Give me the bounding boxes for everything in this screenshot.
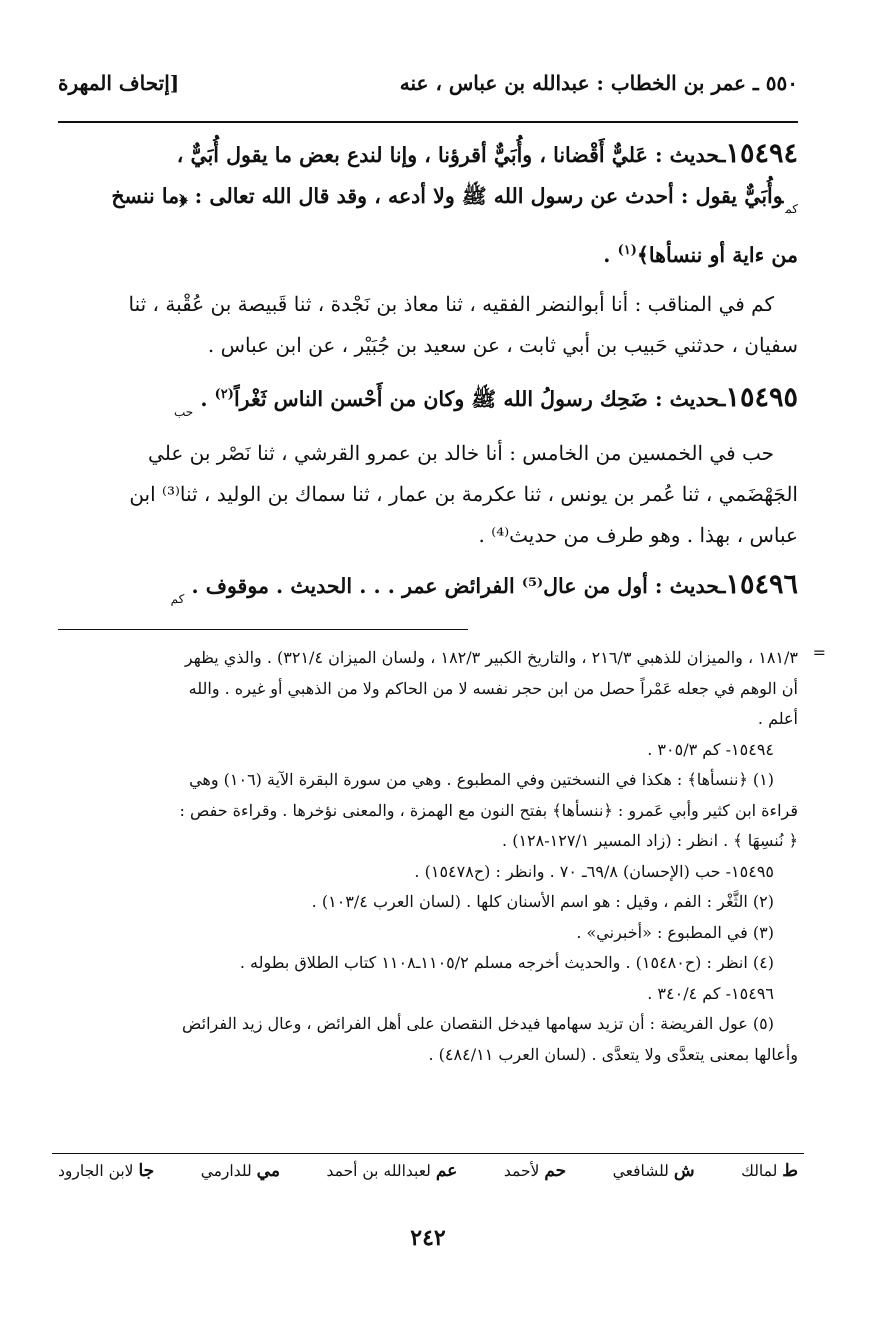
hadith-source: كم في المناقب : أنا أبوالنضر الفقيه ، ثنا معاذ بن نَجْدة ، ثنا قَبيصة بن عُقْبة ، ثنا سفيان ، حدثني حَبيب بن أبي ثابت ، عن سعيد بن جُبَيْر ، عن ابن عباس . xyxy=(128,291,798,357)
footnote-rule xyxy=(58,629,468,630)
source-mark: كم xyxy=(785,202,798,216)
footnote-line: ١٥٤٩٦- كم ٣٤٠/٤ . xyxy=(647,983,774,1003)
source-mark: حب xyxy=(174,404,194,419)
footnote-line: (١) ﴿ننسأها﴾ : هكذا في النسختين وفي المطبوع . وهي من سورة البقرة الآية (١٠٦) وهي xyxy=(189,770,774,789)
abbreviations-key xyxy=(58,1161,798,1181)
book-page xyxy=(58,55,826,1275)
abbreviation-item: مي للدارمي xyxy=(200,1161,280,1181)
footnote-line: أعلم . xyxy=(757,709,798,728)
abbreviation-item: حم لأحمد xyxy=(503,1161,567,1181)
abbreviation-item: عم لعبدالله بن أحمد xyxy=(326,1161,458,1181)
footnote-line: (٥) عول الفريضة : أن تزيد سهامها فيدخل النقصان على أهل الفرائض ، وعال زيد الفرائض xyxy=(182,1014,774,1033)
continuation-marker: = xyxy=(812,643,826,662)
running-title: ٥٥٠ ـ عمر بن الخطاب : عبدالله بن عباس ، عنه xyxy=(399,71,798,95)
hadith-15496: ١٥٤٩٦ـحديث : أول من عال⁽⁵⁾ الفرائض عمر . . . الحديث . موقوف . $_{كم}$ xyxy=(170,568,798,606)
page-number: ٢٤٢ xyxy=(410,1225,446,1251)
footnotes xyxy=(58,643,826,1070)
footnote-line: ١٥٤٩٥- حب (الإحسان) ٦٩/٨ـ ٧٠ . وانظر : (ح١٥٤٧٨) . xyxy=(414,861,774,881)
footnote-ref: (١) xyxy=(617,243,637,258)
hadith-15495: ١٥٤٩٥ـحديث : ضَحِك رسولُ الله ﷺ وكان من أَحْسن الناس ثَغْراً$^{(٢)}$ . $_{حب}$ xyxy=(174,381,798,419)
main-text xyxy=(58,133,798,620)
footnote-line: قراءة ابن كثير وأبي عَمرو : ﴿ننسأها﴾ بفتح النون مع الهمزة ، والمعنى نؤخرها . وقراءة حفص : xyxy=(179,800,798,820)
footnote-line: (٤) انظر : (ح١٥٤٨٠) . والحديث أخرجه مسلم ١١٠٥/٢ـ١١٠٨ كتاب الطلاق بطوله . xyxy=(239,953,774,972)
hadith-number: ١٥٤٩٦ xyxy=(725,568,798,600)
abbreviation-item: جا لابن الجارود xyxy=(58,1161,155,1181)
footnote-line: (٣) في المطبوع : «أخبرني» . xyxy=(576,922,774,942)
hadith-15494: ١٥٤٩٤ـحديث : عَليٌّ أَقْضانا ، وأُبَيٌّ أقرؤنا ، وإنا لندع بعض ما يقول أُبَيٌّ ، $_{كم}$وأُبَيٌّ يقول : أحدث عن رسول الله ﷺ ولا أدعه ، وقد قال الله تعالى : ﴿ما ننسخ من ءاية أو ننسأها﴾$^{(١)}$ . xyxy=(111,138,798,267)
footnote-line: ﴿ نُنسِهَا ﴾ . انظر : (زاد المسير ١٢٧/١-١٢٨) . xyxy=(502,831,798,850)
book-title: [إتحاف المهرة xyxy=(58,71,180,95)
hadith-source: حب في الخمسين من الخامس : أنا خالد بن عمرو القرشي ، ثنا نَصْر بن علي الجَهْضَمي ، ثنا عُمر بن يونس ، ثنا عكرمة بن عمار ، ثنا سماك بن الوليد ، ثنا⁽³⁾ ابن عباس ، بهذا . وهو طرف من حديث⁽⁴⁾ . xyxy=(129,440,798,547)
header-rule xyxy=(58,121,798,123)
footnote-line: ١٥٤٩٤- كم ٣٠٥/٣ . xyxy=(647,739,774,759)
abbreviations-rule xyxy=(52,1153,804,1154)
footnote-line: أن الوهم في جعله عَمْراً حصل من ابن حجر نفسه لا من الحاكم ولا من الذهبي أو غيره . والله xyxy=(188,678,798,698)
footnote-line: ١٨١/٣ ، والميزان للذهبي ٢١٦/٣ ، والتاريخ الكبير ١٨٢/٣ ، ولسان الميزان ٣٢١/٤) . والذي يظهر xyxy=(184,648,798,667)
abbreviation-item: ط لمالك xyxy=(741,1161,798,1181)
hadith-number: ١٥٤٩٤ xyxy=(725,138,798,169)
page-header xyxy=(58,65,798,105)
footnote-ref: (٢) xyxy=(214,386,234,402)
footnote-line: (٢) الثَّغْر : الفم ، وقيل : هو اسم الأسنان كلها . (لسان العرب ١٠٣/٤) . xyxy=(311,892,774,911)
footnote-line: وأعالها بمعنى يتعدَّى ولا يتعدَّى . (لسان العرب ٤٨٤/١١) . xyxy=(428,1044,798,1064)
abbreviation-item: ش للشافعي xyxy=(612,1161,695,1181)
source-mark: كم xyxy=(170,591,185,606)
hadith-number: ١٥٤٩٥ xyxy=(725,381,798,413)
